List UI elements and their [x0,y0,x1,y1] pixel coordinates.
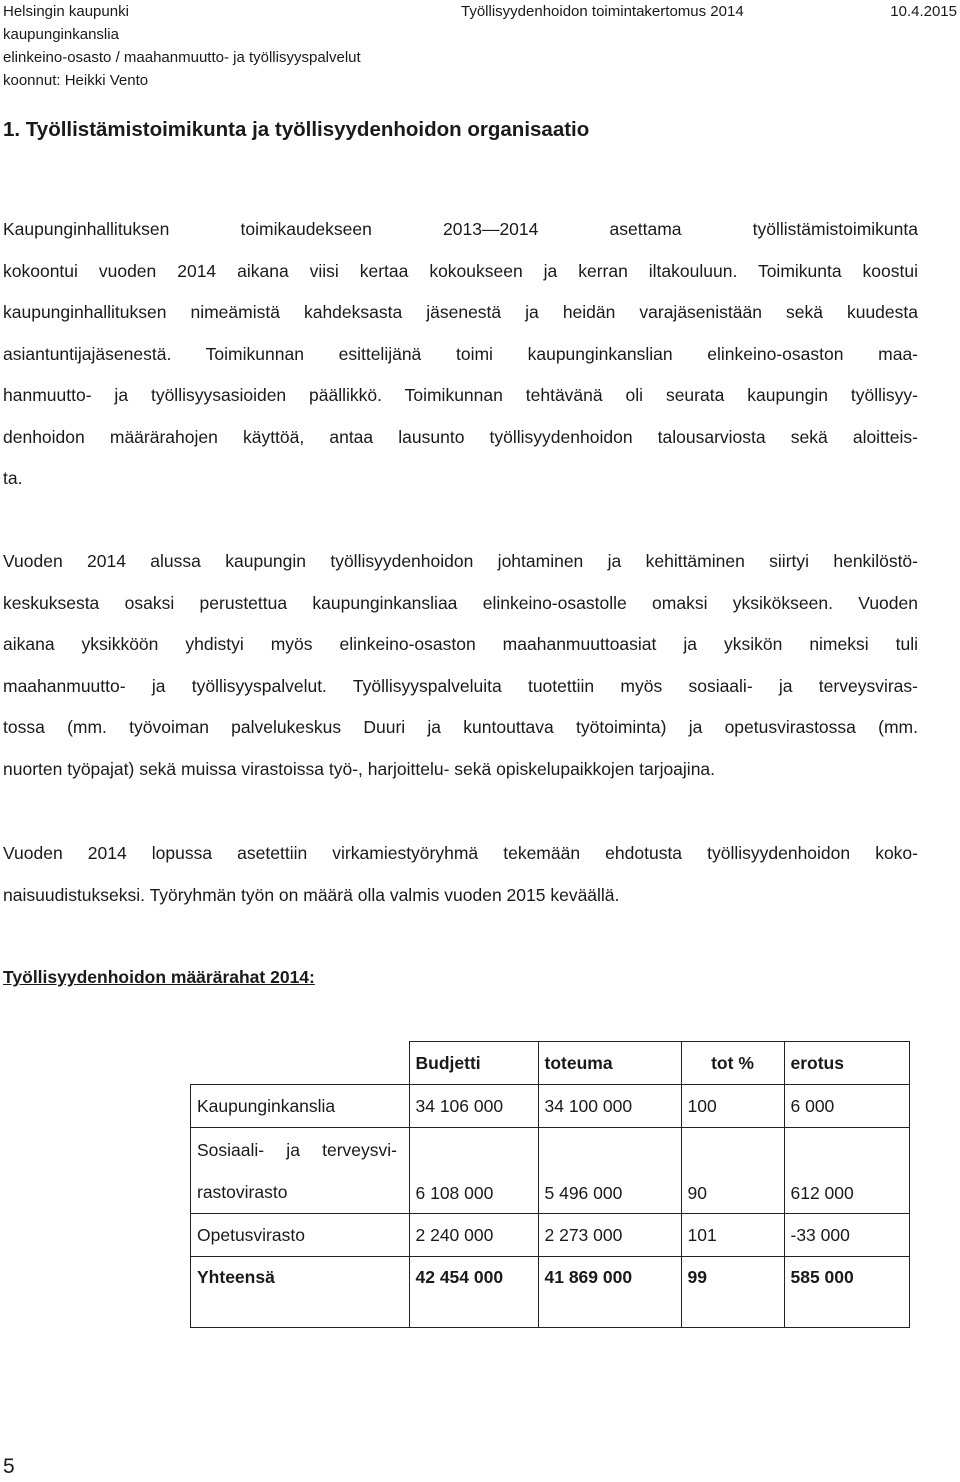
paragraph-line: tossa (mm. työvoiman palvelukeskus Duuri ja kuntouttava työtoiminta) ja opetusvirastossa (mm. [3,717,918,737]
row-name-line: Sosiaali- ja terveysvi- [197,1139,397,1160]
row-toteuma: 2 273 000 [538,1214,681,1257]
row-name: Kaupunginkanslia [191,1085,410,1128]
total-toteuma: 41 869 000 [538,1257,681,1328]
total-name: Yhteensä [191,1257,410,1328]
row-toteuma: 34 100 000 [538,1085,681,1128]
page-header [3,0,957,92]
header-document-title: Työllisyydenhoidon toimintakertomus 2014 [461,3,744,20]
header-date: 10.4.2015 [890,3,957,20]
column-header-toteuma: toteuma [538,1042,681,1085]
paragraph-line: naisuudistukseksi. Työryhmän työn on määrä olla valmis vuoden 2015 keväällä. [3,884,620,905]
table-total-row [191,1257,910,1328]
paragraph-line: Vuoden 2014 alussa kaupungin työllisyydenhoidon johtaminen ja kehittäminen siirtyi henkilöstö- [3,551,918,571]
column-header-tot-pct: tot % [681,1042,784,1085]
paragraph-reform [3,833,918,916]
header-compiler: koonnut: Heikki Vento [3,72,149,89]
paragraph-line: Vuoden 2014 lopussa asetettiin virkamiestyöryhmä tekemään ehdotusta työllisyydenhoidon koko- [3,843,918,863]
row-budjetti: 34 106 000 [409,1085,538,1128]
row-budjetti: 6 108 000 [409,1128,538,1214]
paragraph-line: Kaupunginhallituksen toimikaudekseen 2013—2014 asettama työllistämistoimikunta [3,219,918,239]
paragraph-committee [3,209,918,500]
row-name: Opetusvirasto [191,1214,410,1257]
paragraph-line: kaupunginhallituksen nimeämistä kahdeksasta jäsenestä ja heidän varajäsenistään sekä kuudesta [3,302,918,322]
column-header-erotus: erotus [784,1042,909,1085]
row-tot-pct: 100 [681,1085,784,1128]
paragraph-line: hanmuutto- ja työllisyysasioiden päällikkö. Toimikunnan tehtävänä oli seurata kaupungin työllisyy- [3,385,918,405]
page-number: 5 [3,1455,15,1478]
total-budjetti: 42 454 000 [409,1257,538,1328]
header-department: kaupunginkanslia [3,26,119,43]
budget-heading: Työllisyydenhoidon määrärahat 2014: [3,967,315,987]
row-erotus: -33 000 [784,1214,909,1257]
paragraph-line: aikana yksikköön yhdistyi myös elinkeino-osaston maahanmuuttoasiat ja yksikön nimeksi tuli [3,634,918,654]
table-row [191,1128,910,1214]
table-row [191,1214,910,1257]
section-title: 1. Työllistämistoimikunta ja työllisyydenhoidon organisaatio [3,118,590,141]
row-tot-pct: 101 [681,1214,784,1257]
paragraph-line: denhoidon määrärahojen käyttöä, antaa lausunto työllisyydenhoidon talousarviosta sekä aloitteis- [3,426,918,447]
row-erotus: 612 000 [784,1128,909,1214]
paragraph-organisation [3,541,918,790]
header-unit: elinkeino-osasto / maahanmuutto- ja työllisyyspalvelut [3,49,361,66]
paragraph-line: keskuksesta osaksi perustettua kaupunginkansliaa elinkeino-osastolle omaksi yksikökseen. Vuoden [3,592,918,613]
row-toteuma: 5 496 000 [538,1128,681,1214]
paragraph-line: kokoontui vuoden 2014 aikana viisi kertaa kokoukseen ja kerran iltakouluun. Toimikunta koostui [3,260,918,281]
row-name-line: rastovirasto [197,1181,288,1202]
table-header-empty [191,1042,410,1085]
column-header-budjetti: Budjetti [409,1042,538,1085]
total-erotus: 585 000 [784,1257,909,1328]
paragraph-line: ta. [3,468,23,488]
total-tot-pct: 99 [681,1257,784,1328]
paragraph-line: maahanmuutto- ja työllisyyspalvelut. Työllisyyspalveluita tuotettiin myös sosiaali- ja terveysviras- [3,675,918,696]
row-name [191,1128,410,1214]
table-header-row [191,1042,910,1085]
paragraph-line: nuorten työpajat) sekä muissa virastoissa työ-, harjoittelu- sekä opiskelupaikkojen tarjoajina. [3,758,716,779]
table-row [191,1085,910,1128]
row-budjetti: 2 240 000 [409,1214,538,1257]
row-erotus: 6 000 [784,1085,909,1128]
budget-table [190,1041,910,1328]
row-tot-pct: 90 [681,1128,784,1214]
header-org-name: Helsingin kaupunki [3,3,129,20]
paragraph-line: asiantuntijajäsenestä. Toimikunnan esittelijänä toimi kaupunginkanslian elinkeino-osaston maa- [3,343,918,364]
